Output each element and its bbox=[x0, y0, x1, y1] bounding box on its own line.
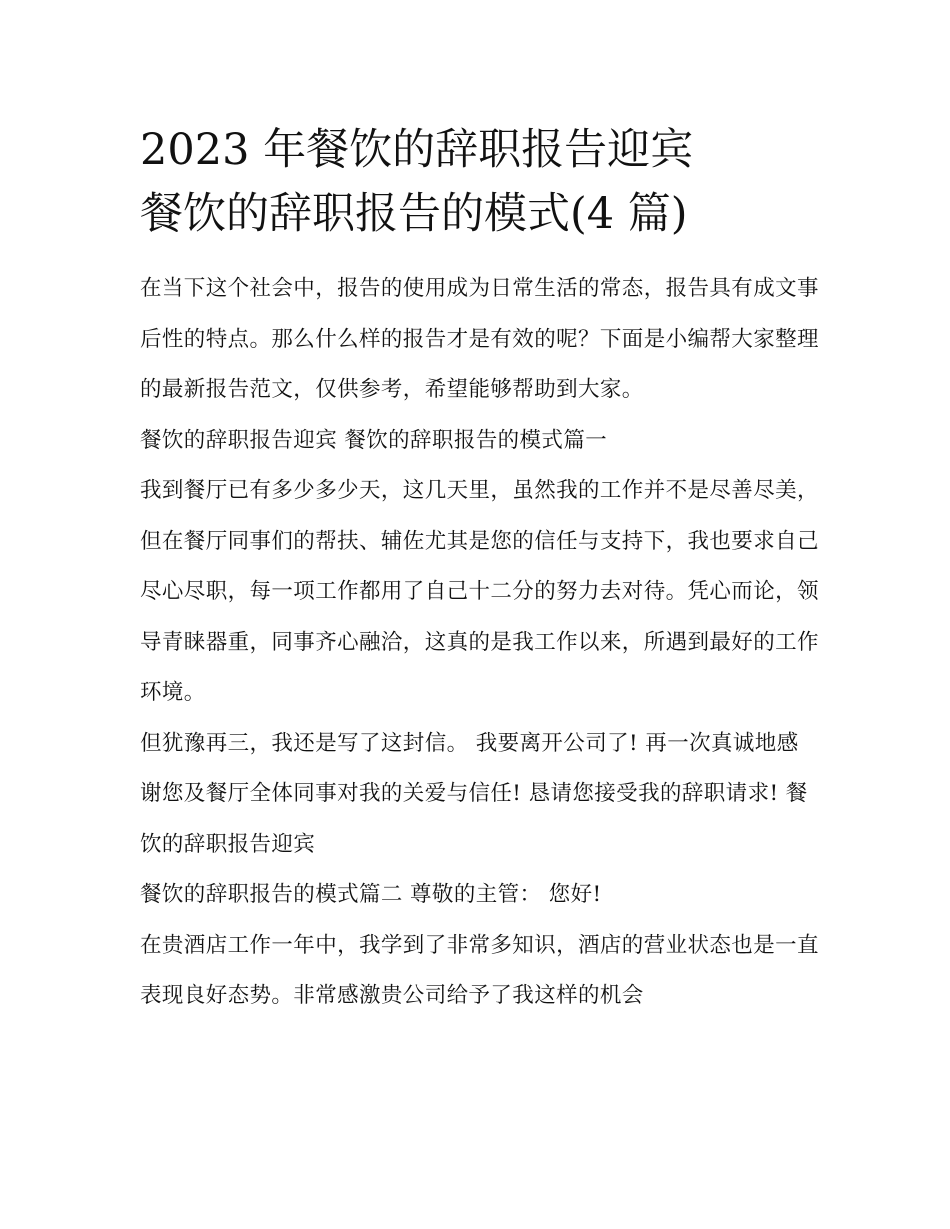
intro-paragraph: 在当下这个社会中，报告的使用成为日常生活的常态，报告具有成文事后性的特点。那么什么样的报告才是有效的呢？下面是小编帮大家整理的最新报告范文，仅供参考，希望能够帮助到大家。 bbox=[140, 276, 819, 402]
body-paragraph-3: 在贵酒店工作一年中，我学到了非常多知识，酒店的营业状态也是一直表现良好态势。非常感激贵公司给予了我这样的机会 bbox=[140, 932, 819, 1008]
title-line-1: 2023 年餐饮的辞职报告迎宾 bbox=[140, 125, 694, 175]
title-line-2: 餐饮的辞职报告的模式(4 篇) bbox=[140, 189, 688, 239]
body-paragraph-2: 但犹豫再三，我还是写了这封信。 我要离开公司了! 再一次真诚地感谢您及餐厅全体同事对我的关爱与信任! 恳请您接受我的辞职请求! 餐饮的辞职报告迎宾 bbox=[140, 730, 808, 857]
body-paragraph-1: 我到餐厅已有多少多少天，这几天里，虽然我的工作并不是尽善尽美，但在餐厅同事们的帮扶、辅佐尤其是您的信任与支持下，我也要求自己尽心尽职，每一项工作都用了自己十二分的努力去对待。凭心而论，领导青睐器重，同事齐心融洽，这真的是我工作以来，所遇到最好的工作环境。 bbox=[140, 478, 819, 705]
section-heading-2: 餐饮的辞职报告的模式篇二 尊敬的主管： 您好! bbox=[140, 882, 602, 907]
section-heading-1: 餐饮的辞职报告迎宾 餐饮的辞职报告的模式篇一 bbox=[140, 427, 608, 453]
document-page bbox=[140, 118, 820, 1022]
document-body bbox=[140, 264, 820, 1022]
document-title bbox=[140, 118, 820, 246]
